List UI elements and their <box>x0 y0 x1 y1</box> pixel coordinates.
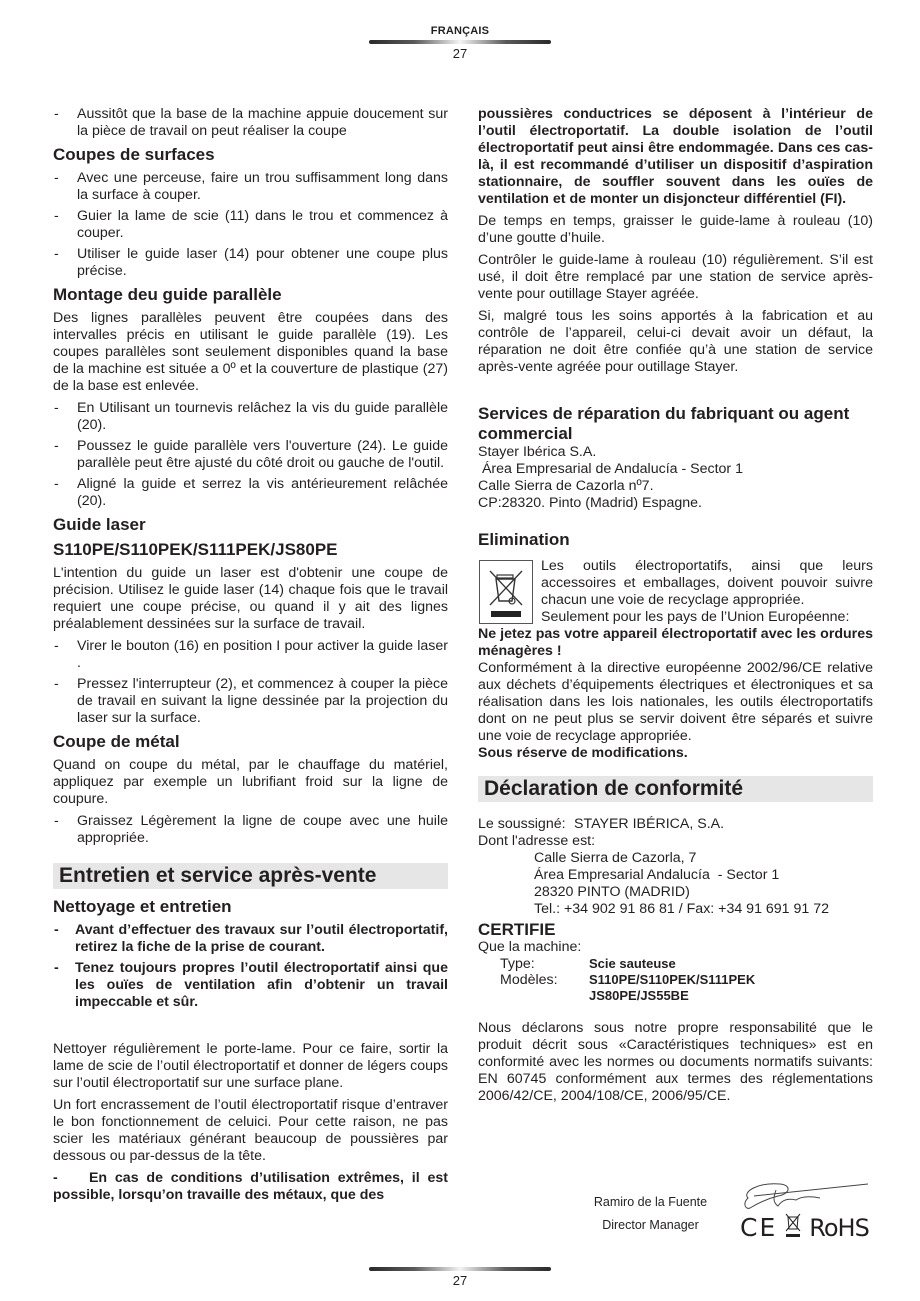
list-item: - Pressez l'interrupteur (2), et commencez à couper la pièce de travail en suivant la ligne dessinée par la projection du laser sur la surface. <box>54 676 448 726</box>
page-number-bottom: 27 <box>452 1273 468 1288</box>
list-item: - Poussez le guide parallèle vers l'ouverture (24). Le guide parallèle peut être ajusté du côté droit ou gauche de l'outil. <box>54 438 448 471</box>
list-item-bold: - Avant d’effectuer des travaux sur l’outil électroportatif, retirez la fiche de la prise de courant. <box>54 922 448 955</box>
page-number-top: 27 <box>452 46 468 61</box>
list-item: - Utiliser le guide laser (14) pour obtener une coupe plus précise. <box>54 246 448 279</box>
spec-models: Modèles: S110PE/S110PEK/S111PEK <box>500 972 756 988</box>
right-column <box>478 106 873 1110</box>
language-label: FRANÇAIS <box>430 25 490 37</box>
address-label: Dont l'adresse est: <box>478 833 596 849</box>
header-rule <box>369 40 551 44</box>
paragraph: Quand on coupe du métal, par le chauffage du matériel, appliquez par exemple un lubrifiant froid sur la ligne de coupure. <box>53 757 448 807</box>
weee-small-icon <box>785 1212 801 1243</box>
signatory-name: Ramiro de la Fuente <box>593 1195 708 1209</box>
page-header <box>0 24 920 62</box>
declaration-address: Calle Sierra de Cazorla, 7 Área Empresarial Andalucía - Sector 1 28320 PINTO (MADRID) Tel.: +34 902 91 86 81 / Fax: +34 91 691 91 72 <box>534 850 830 917</box>
heading-laser-models: S110PE/S110PEK/S111PEK/JS80PE <box>53 540 338 559</box>
list-item: - Guier la lame de scie (11) dans le trou et commencez à couper. <box>54 208 448 241</box>
spec-type: Type: Scie sauteuse <box>500 956 676 972</box>
warning-paragraph-cont: poussières conductrices se déposent à l’intérieur de l’outil électroportatif. La double isolation de l’outil électroportatif peut ainsi être endommagée. Dans ces cas-là, il est recommandé d’utiliser un dispositif d’aspiration stationnaire, de souffler souvent dans les ouïes de ventilation et de monter un disjoncteur différentiel (FI). <box>478 106 873 207</box>
conformity-statement: Nous déclarons sous notre propre responsabilité que le produit décrit sous «Caractéristiques techniques» est en conformité avec les normes ou documents normatifs suivants: EN 60745 conformément aux termes des réglementations 2006/42/CE, 2004/108/CE, 2006/95/CE. <box>478 1020 873 1104</box>
reserve-note: Sous réserve de modifications. <box>478 745 688 761</box>
elimination-block <box>478 558 873 762</box>
heading-services: Services de réparation du fabriquant ou agent commercial <box>478 404 850 443</box>
paragraph: Seulement pour les pays de l’Union Européenne: <box>541 609 850 625</box>
paragraph: Conformément à la directive européenne 2002/96/CE relative aux déchets d’équipements électriques et électroniques et sa réalisation dans les lois nationales, les outils électroportatifs dont on ne peut plus se servir doivent être séparés et suivre une voie de recyclage appropriée. <box>478 660 873 744</box>
paragraph: L'intention du guide un laser est d'obtenir une coupe de précision. Utilisez le guide laser (14) chaque fois que le travail requiert une coupe précise, ou quand il y ait des lignes préalablement dessinées sur la surface de travail. <box>53 565 448 632</box>
left-column <box>53 106 452 1209</box>
heading-elimination: Elimination <box>478 530 570 549</box>
signatory-title: Director Manager <box>602 1218 699 1232</box>
list-item: - Aligné la guide et serrez la vis antérieurement relâchée (20). <box>54 476 448 509</box>
page-footer <box>0 1265 920 1289</box>
paragraph: Un fort encrassement de l’outil électroportatif risque d’entraver le bon fonctionnement de celuici. Pour cette raison, ne pas scier les matériaux générant beaucoup de poussières par dessous ou par-dessus de la tête. <box>53 1097 448 1164</box>
list-item: - Aussitôt que la base de la machine appuie doucement sur la pièce de travail on peut réaliser la coupe <box>54 106 448 139</box>
paragraph: Des lignes parallèles peuvent être coupées dans des intervalles précis en utilisant le guide parallèle (19). Les coupes parallèles sont seulement disponibles quand la base de la machine est située a 0º et la couverture de plastique (27) de la base est enlevée. <box>53 310 448 394</box>
ce-mark-icon: CE <box>740 1212 778 1242</box>
heading-montage-guide: Montage deu guide parallèle <box>53 285 282 304</box>
footer-rule <box>369 1267 551 1271</box>
paragraph: Contrôler le guide-lame à rouleau (10) régulièrement. S’il est usé, il doit être remplacé par une station de service après-vente pour outillage Stayer agréée. <box>478 252 873 302</box>
section-band-declaration: Déclaration de conformité <box>478 776 873 802</box>
heading-coupe-metal: Coupe de métal <box>53 732 180 751</box>
machine-label: Que la machine: <box>478 939 582 955</box>
heading-coupes-surfaces: Coupes de surfaces <box>53 145 215 164</box>
compliance-marks <box>740 1212 869 1243</box>
warning-paragraph-start: - En cas de conditions d’utilisation extrêmes, il est possible, lorsqu’on travaille des métaux, que des <box>53 1170 452 1203</box>
list-item: - Avec une perceuse, faire un trou suffisamment long dans la surface à couper. <box>54 170 448 203</box>
paragraph: Les outils électroportatifs, ainsi que leurs accessoires et emballages, doivent pouvoir suivre chacun une voie de recyclage appropriée. <box>541 558 873 608</box>
spec-models-cont: JS80PE/JS55BE <box>589 988 689 1003</box>
bold-warning: Ne jetez pas votre appareil électroportatif avec les ordures ménagères ! <box>478 626 873 659</box>
weee-crossed-bin-icon <box>479 560 533 624</box>
list-item-bold: - Tenez toujours propres l’outil électroportatif ainsi que les ouïes de ventilation afin d’obtenir un travail impeccable et sûr. <box>54 960 448 1010</box>
paragraph: Nettoyer régulièrement le porte-lame. Pour ce faire, sortir la lame de scie de l’outil électroportatif et donner de légers coups sur l’outil électroportatif sur une surface plane. <box>53 1041 448 1091</box>
service-address: Stayer Ibérica S.A. Área Empresarial de Andalucía - Sector 1 Calle Sierra de Cazorla nº7. CP:28320. Pinto (Madrid) Espagne. <box>478 444 743 511</box>
paragraph: De temps en temps, graisser le guide-lame à rouleau (10) d’une goutte d’huile. <box>478 213 873 246</box>
section-band-entretien: Entretien et service après-vente <box>53 863 448 889</box>
undersigned-row: Le soussigné: STAYER IBÉRICA, S.A. <box>478 816 725 832</box>
signatory <box>588 1191 713 1237</box>
list-item: - Virer le bouton (16) en position I pour activer la guide laser . <box>54 638 448 671</box>
list-item: - En Utilisant un tournevis relâchez la vis du guide parallèle (20). <box>54 400 448 433</box>
certifie-heading: CERTIFIE <box>478 920 556 939</box>
paragraph: Si, malgré tous les soins apportés à la fabrication et au contrôle de l’appareil, celui-ci devait avoir un défaut, la réparation ne doit être confiée qu’à une station de service après-vente agréée pour outillage Stayer. <box>478 308 873 375</box>
heading-guide-laser: Guide laser <box>53 515 146 534</box>
list-item: - Graissez Légèrement la ligne de coupe avec une huile appropriée. <box>54 813 448 846</box>
heading-nettoyage: Nettoyage et entretien <box>53 897 232 916</box>
rohs-mark-icon: RoHS <box>809 1213 869 1242</box>
